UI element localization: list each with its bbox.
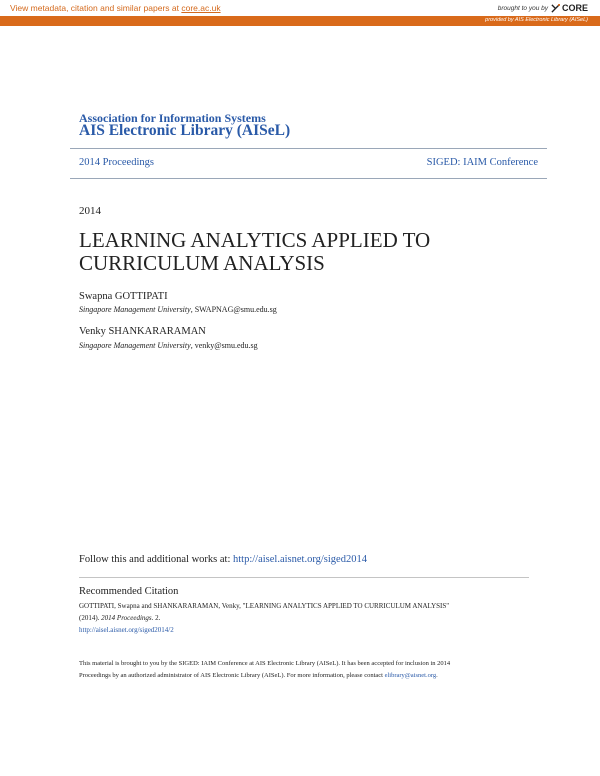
association-name[interactable]: Association for Information Systems [79,111,266,125]
core-logo[interactable]: CORE [551,3,588,13]
core-link[interactable]: core.ac.uk [181,3,221,13]
proceedings-link[interactable]: 2014 Proceedings [79,157,154,168]
paper-year: 2014 [79,205,101,217]
citation-line-1: GOTTIPATI, Swapna and SHANKARARAMAN, Venky, "LEARNING ANALYTICS APPLIED TO CURRICULUM ANALYSIS" [79,602,450,610]
divider-top [70,148,547,149]
paper-title: LEARNING ANALYTICS APPLIED TO CURRICULUM ANALYSIS [79,228,431,275]
brought-to-you: brought to you by CORE [497,3,588,13]
core-metadata-text: View metadata, citation and similar papers at core.ac.uk [10,3,221,13]
citation-link-line [79,626,174,634]
author-affiliation: Singapore Management University, venky@smu.edu.sg [79,341,258,350]
divider-bottom [70,178,547,179]
library-name[interactable]: AIS Electronic Library (AISeL) [79,122,291,139]
author-name: Venky SHANKARARAMAN [79,326,206,337]
author-name: Swapna GOTTIPATI [79,291,168,302]
core-icon [551,4,560,13]
provided-by-bar: provided by AIS Electronic Library (AISeL) [0,16,600,26]
contact-email-link[interactable]: elibrary@aisnet.org [384,672,437,679]
follow-line: Follow this and additional works at: http://aisel.aisnet.org/siged2014 [79,554,367,565]
core-banner [0,0,600,16]
recommended-citation-heading: Recommended Citation [79,586,179,597]
conference-link[interactable]: SIGED: IAIM Conference [426,157,538,168]
footer-line-2: Proceedings by an authorized administrator of AIS Electronic Library (AISeL). For more information, please contact elibrary@aisnet.org. [79,672,438,679]
footer-line-1: This material is brought to you by the SIGED: IAIM Conference at AIS Electronic Library (AISeL). It has been accepted for inclusion in 2014 [79,660,451,667]
citation-link[interactable]: http://aisel.aisnet.org/siged2014/2 [79,626,174,634]
citation-line-2: (2014). 2014 Proceedings. 2. [79,614,161,622]
author-affiliation: Singapore Management University, SWAPNAG@smu.edu.sg [79,305,277,314]
citation-divider [79,577,529,578]
siged2014-link[interactable]: http://aisel.aisnet.org/siged2014 [233,554,367,565]
